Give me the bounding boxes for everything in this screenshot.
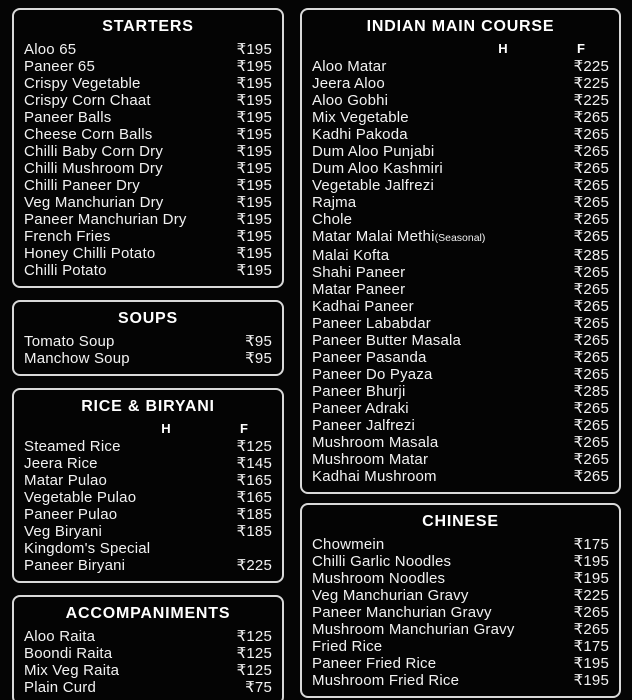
menu-item-row bbox=[312, 366, 609, 383]
menu-item-price: ₹125 bbox=[236, 438, 272, 455]
menu-item-name: Jeera Aloo bbox=[312, 75, 385, 92]
menu-item-price: ₹265 bbox=[573, 281, 609, 298]
menu-item-row bbox=[24, 540, 272, 557]
menu-item-row bbox=[312, 177, 609, 194]
section-items bbox=[24, 41, 272, 279]
menu-item-price: ₹125 bbox=[236, 645, 272, 662]
menu-item-name: Paneer Fried Rice bbox=[312, 655, 437, 672]
menu-item-name: Kingdom's Special bbox=[24, 540, 151, 557]
menu-item-row bbox=[312, 211, 609, 228]
menu-item-name: Paneer Bhurji bbox=[312, 383, 406, 400]
menu-item-row bbox=[24, 109, 272, 126]
menu-item-row bbox=[312, 143, 609, 160]
menu-item-row bbox=[312, 315, 609, 332]
menu-item-row bbox=[312, 621, 609, 638]
menu-item-price: ₹185 bbox=[236, 506, 272, 523]
hf-column-header bbox=[24, 421, 272, 436]
menu-item-price: ₹225 bbox=[573, 58, 609, 75]
menu-item-price: ₹225 bbox=[236, 557, 272, 574]
menu-item-row bbox=[24, 645, 272, 662]
section-items bbox=[24, 628, 272, 696]
menu-item-name: French Fries bbox=[24, 228, 111, 245]
menu-item-row bbox=[312, 638, 609, 655]
menu-item-row bbox=[24, 506, 272, 523]
menu-item-price: ₹265 bbox=[573, 143, 609, 160]
menu-item-row bbox=[24, 350, 272, 367]
menu-item-name: Mushroom Noodles bbox=[312, 570, 446, 587]
menu-item-price: ₹265 bbox=[573, 417, 609, 434]
menu-item-name: Paneer Butter Masala bbox=[312, 332, 462, 349]
menu-item-name: Shahi Paneer bbox=[312, 264, 406, 281]
menu-item-price: ₹195 bbox=[573, 570, 609, 587]
menu-item-row bbox=[312, 383, 609, 400]
hf-column-header bbox=[312, 41, 609, 56]
menu-item-price: ₹265 bbox=[573, 468, 609, 485]
menu-item-row bbox=[24, 438, 272, 455]
menu-item-price: ₹195 bbox=[236, 211, 272, 228]
menu-item-row bbox=[24, 75, 272, 92]
menu-item-name: Boondi Raita bbox=[24, 645, 113, 662]
menu-item-price: ₹95 bbox=[245, 333, 272, 350]
menu-item-price: ₹265 bbox=[573, 211, 609, 228]
menu-item-name: Mushroom Matar bbox=[312, 451, 429, 468]
menu-item-name: Veg Manchurian Gravy bbox=[312, 587, 469, 604]
menu-item-price: ₹165 bbox=[236, 472, 272, 489]
menu-item-price: ₹195 bbox=[236, 245, 272, 262]
menu-item-price: ₹195 bbox=[236, 177, 272, 194]
menu-item-name: Paneer Lababdar bbox=[312, 315, 431, 332]
menu-item-price: ₹265 bbox=[573, 126, 609, 143]
menu-item-row bbox=[312, 570, 609, 587]
menu-item-row bbox=[24, 58, 272, 75]
menu-item-row bbox=[312, 281, 609, 298]
menu-item-row bbox=[24, 41, 272, 58]
menu-item-name: Matar Malai Methi(Seasonal) bbox=[312, 228, 486, 245]
menu-item-row bbox=[312, 468, 609, 485]
menu-item-name: Mix Veg Raita bbox=[24, 662, 120, 679]
menu-item-price: ₹195 bbox=[236, 92, 272, 109]
menu-item-row bbox=[312, 126, 609, 143]
menu-item-price: ₹195 bbox=[236, 160, 272, 177]
menu-item-row bbox=[24, 177, 272, 194]
menu-item-name: Crispy Corn Chaat bbox=[24, 92, 151, 109]
menu-item-name: Kadhai Mushroom bbox=[312, 468, 437, 485]
menu-item-price: ₹265 bbox=[573, 451, 609, 468]
menu-item-name: Paneer Manchurian Dry bbox=[24, 211, 187, 228]
menu-item-price: ₹195 bbox=[236, 194, 272, 211]
menu-item-name: Dum Aloo Punjabi bbox=[312, 143, 435, 160]
menu-item-price: ₹195 bbox=[236, 126, 272, 143]
menu-item-price: ₹125 bbox=[236, 628, 272, 645]
menu-item-row bbox=[312, 587, 609, 604]
half-column-label: H bbox=[498, 41, 508, 56]
menu-item-price: ₹265 bbox=[573, 315, 609, 332]
menu-item-price: ₹265 bbox=[573, 194, 609, 211]
menu-item-name: Mushroom Manchurian Gravy bbox=[312, 621, 515, 638]
menu-item-price: ₹265 bbox=[573, 264, 609, 281]
menu-item-name: Mushroom Fried Rice bbox=[312, 672, 460, 689]
menu-item-name: Chilli Garlic Noodles bbox=[312, 553, 452, 570]
menu-item-price: ₹75 bbox=[245, 679, 272, 696]
menu-item-note: (Seasonal) bbox=[434, 232, 486, 244]
menu-item-row bbox=[24, 523, 272, 540]
menu-item-price: ₹195 bbox=[573, 655, 609, 672]
menu-item-name: Matar Paneer bbox=[312, 281, 406, 298]
menu-item-name: Kadhi Pakoda bbox=[312, 126, 408, 143]
menu-item-price: ₹285 bbox=[573, 383, 609, 400]
menu-item-name: Mix Vegetable bbox=[312, 109, 409, 126]
menu-item-name: Chilli Baby Corn Dry bbox=[24, 143, 164, 160]
menu-right-column bbox=[300, 8, 621, 688]
menu-item-row bbox=[24, 557, 272, 574]
section-title: ACCOMPANIMENTS bbox=[65, 605, 231, 622]
menu-item-price: ₹265 bbox=[573, 109, 609, 126]
menu-item-name: Paneer Jalfrezi bbox=[312, 417, 416, 434]
menu-item-name: Chilli Mushroom Dry bbox=[24, 160, 163, 177]
menu-item-price: ₹265 bbox=[573, 604, 609, 621]
menu-left-column bbox=[12, 8, 284, 696]
menu-item-row bbox=[24, 679, 272, 696]
menu-item-name: Paneer Pasanda bbox=[312, 349, 427, 366]
menu-item-row bbox=[24, 194, 272, 211]
menu-item-name: Manchow Soup bbox=[24, 350, 130, 367]
half-column-label: H bbox=[161, 421, 171, 436]
section-items bbox=[24, 333, 272, 367]
menu-item-row bbox=[24, 245, 272, 262]
menu-item-price: ₹195 bbox=[236, 228, 272, 245]
menu-section-soups bbox=[12, 300, 284, 376]
menu-item-price: ₹265 bbox=[573, 366, 609, 383]
menu-item-price: ₹165 bbox=[236, 489, 272, 506]
menu-item-name: Cheese Corn Balls bbox=[24, 126, 153, 143]
menu-item-name: Paneer Pulao bbox=[24, 506, 118, 523]
menu-item-row bbox=[24, 662, 272, 679]
menu-item-price: ₹225 bbox=[573, 587, 609, 604]
menu-item-row bbox=[24, 455, 272, 472]
menu-item-price: ₹265 bbox=[573, 160, 609, 177]
menu-item-price: ₹175 bbox=[573, 638, 609, 655]
menu-item-price: ₹265 bbox=[573, 228, 609, 245]
menu-item-name: Chole bbox=[312, 211, 353, 228]
menu-item-price: ₹225 bbox=[573, 92, 609, 109]
menu-item-price: ₹195 bbox=[236, 41, 272, 58]
menu-item-row bbox=[24, 333, 272, 350]
menu-item-name: Rajma bbox=[312, 194, 357, 211]
menu-item-price: ₹265 bbox=[573, 177, 609, 194]
menu-item-name: Mushroom Masala bbox=[312, 434, 439, 451]
menu-item-row bbox=[312, 194, 609, 211]
menu-item-price: ₹195 bbox=[236, 109, 272, 126]
menu-item-name: Honey Chilli Potato bbox=[24, 245, 156, 262]
menu-item-name: Fried Rice bbox=[312, 638, 383, 655]
menu-item-row bbox=[24, 472, 272, 489]
menu-item-row bbox=[312, 672, 609, 689]
menu-item-name: Paneer Biryani bbox=[24, 557, 126, 574]
menu-item-price: ₹195 bbox=[236, 262, 272, 279]
menu-item-row bbox=[312, 604, 609, 621]
menu-item-name: Paneer 65 bbox=[24, 58, 96, 75]
menu-item-row bbox=[312, 160, 609, 177]
menu-item-price: ₹265 bbox=[573, 332, 609, 349]
menu-item-row bbox=[24, 228, 272, 245]
menu-item-name: Paneer Manchurian Gravy bbox=[312, 604, 492, 621]
menu-item-price: ₹265 bbox=[573, 434, 609, 451]
menu-item-price: ₹145 bbox=[236, 455, 272, 472]
menu-item-name: Crispy Vegetable bbox=[24, 75, 141, 92]
section-items bbox=[24, 438, 272, 574]
menu-item-price: ₹265 bbox=[573, 400, 609, 417]
menu-item-row bbox=[24, 262, 272, 279]
menu-item-row bbox=[24, 143, 272, 160]
menu-item-row bbox=[312, 92, 609, 109]
menu-section-starters bbox=[12, 8, 284, 288]
menu-section-indian-main-course bbox=[300, 8, 621, 494]
menu-item-price: ₹175 bbox=[573, 536, 609, 553]
menu-item-name: Chilli Potato bbox=[24, 262, 107, 279]
menu-item-name: Aloo Gobhi bbox=[312, 92, 389, 109]
menu-item-name: Tomato Soup bbox=[24, 333, 115, 350]
menu-item-name: Vegetable Pulao bbox=[24, 489, 137, 506]
menu-item-price: ₹285 bbox=[573, 247, 609, 264]
menu-item-row bbox=[312, 228, 609, 247]
menu-item-price: ₹265 bbox=[573, 349, 609, 366]
menu-item-price: ₹195 bbox=[236, 143, 272, 160]
full-column-label: F bbox=[240, 421, 248, 436]
section-items bbox=[312, 58, 609, 485]
menu-item-price: ₹265 bbox=[573, 298, 609, 315]
section-title: RICE & BIRYANI bbox=[81, 398, 215, 415]
menu-item-price: ₹195 bbox=[236, 58, 272, 75]
menu-item-row bbox=[312, 536, 609, 553]
full-column-label: F bbox=[577, 41, 585, 56]
menu-item-name: Veg Biryani bbox=[24, 523, 103, 540]
section-title: CHINESE bbox=[422, 513, 499, 530]
menu-item-name: Aloo Raita bbox=[24, 628, 96, 645]
menu-item-name: Paneer Balls bbox=[24, 109, 112, 126]
menu-item-name: Paneer Do Pyaza bbox=[312, 366, 433, 383]
menu-item-row bbox=[24, 489, 272, 506]
menu-item-name: Steamed Rice bbox=[24, 438, 121, 455]
menu-item-name: Aloo Matar bbox=[312, 58, 387, 75]
section-title: INDIAN MAIN COURSE bbox=[366, 18, 555, 35]
menu-item-name: Veg Manchurian Dry bbox=[24, 194, 164, 211]
menu-item-row bbox=[24, 92, 272, 109]
menu-item-price: ₹125 bbox=[236, 662, 272, 679]
section-items bbox=[312, 536, 609, 689]
menu-item-row bbox=[312, 434, 609, 451]
menu-item-row bbox=[312, 58, 609, 75]
menu-section-chinese bbox=[300, 503, 621, 698]
menu-item-price: ₹95 bbox=[245, 350, 272, 367]
menu-item-name: Chilli Paneer Dry bbox=[24, 177, 140, 194]
menu-item-row bbox=[312, 553, 609, 570]
menu-item-row bbox=[312, 451, 609, 468]
menu-item-row bbox=[312, 247, 609, 264]
menu-item-row bbox=[312, 109, 609, 126]
menu-item-name: Matar Pulao bbox=[24, 472, 108, 489]
menu-item-row bbox=[312, 349, 609, 366]
menu-item-price: ₹185 bbox=[236, 523, 272, 540]
menu-item-name: Paneer Adraki bbox=[312, 400, 409, 417]
section-title: STARTERS bbox=[102, 18, 194, 35]
menu-item-price: ₹195 bbox=[573, 672, 609, 689]
section-title: SOUPS bbox=[117, 310, 178, 327]
menu-item-name: Malai Kofta bbox=[312, 247, 390, 264]
menu-item-name: Dum Aloo Kashmiri bbox=[312, 160, 443, 177]
menu-item-row bbox=[24, 160, 272, 177]
menu-item-row bbox=[312, 298, 609, 315]
menu-item-row bbox=[312, 75, 609, 92]
menu-section-accompaniments bbox=[12, 595, 284, 700]
menu-section-rice-biryani bbox=[12, 388, 284, 583]
menu-item-price: ₹265 bbox=[573, 621, 609, 638]
menu-item-row bbox=[312, 400, 609, 417]
menu-item-row bbox=[312, 417, 609, 434]
menu-item-row bbox=[24, 211, 272, 228]
menu-item-name: Chowmein bbox=[312, 536, 385, 553]
menu-item-row bbox=[312, 264, 609, 281]
menu-item-name: Vegetable Jalfrezi bbox=[312, 177, 435, 194]
menu-item-name: Jeera Rice bbox=[24, 455, 98, 472]
menu-item-row bbox=[24, 628, 272, 645]
menu-item-name: Kadhai Paneer bbox=[312, 298, 414, 315]
menu-item-row bbox=[312, 655, 609, 672]
menu-item-row bbox=[24, 126, 272, 143]
menu-item-row bbox=[312, 332, 609, 349]
menu-item-name: Plain Curd bbox=[24, 679, 97, 696]
menu-item-name: Aloo 65 bbox=[24, 41, 77, 58]
menu-item-price: ₹195 bbox=[573, 553, 609, 570]
menu-item-price: ₹195 bbox=[236, 75, 272, 92]
menu-item-price: ₹225 bbox=[573, 75, 609, 92]
